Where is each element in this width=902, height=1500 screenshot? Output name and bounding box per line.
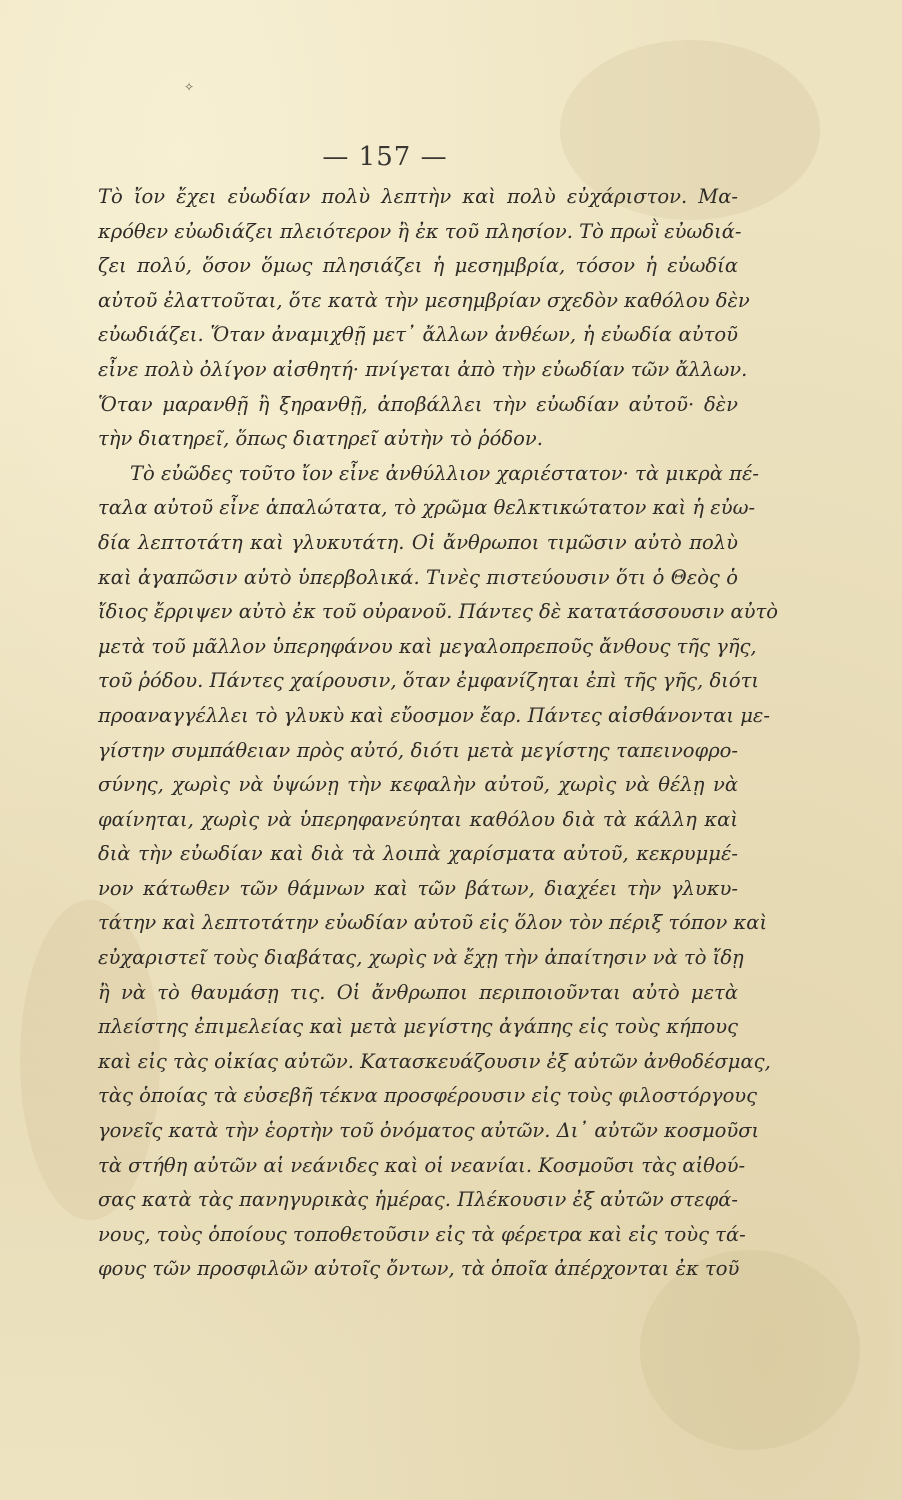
text-line: σύνης, χωρὶς νὰ ὑψώνῃ τὴν κεφαλὴν αὐτοῦ, χωρὶς νὰ θέλῃ νὰ <box>98 773 738 797</box>
text-line: πλείστης ἐπιμελείας καὶ μετὰ μεγίστης ἀγάπης εἰς τοὺς κήπους <box>98 1015 738 1039</box>
text-line: ταλα αὐτοῦ εἶνε ἁπαλώτατα, τὸ χρῶμα θελκτικώτατον καὶ ἡ εὐω- <box>98 496 756 520</box>
text-line: νον κάτωθεν τῶν θάμνων καὶ τῶν βάτων, διαχέει τὴν γλυκυ- <box>98 876 738 900</box>
text-line: φαίνηται, χωρὶς νὰ ὑπερηφανεύηται καθόλου διὰ τὰ κάλλη καὶ <box>98 807 738 831</box>
ink-speck: ✧ <box>184 80 195 94</box>
text-line: νους, τοὺς ὁποίους τοποθετοῦσιν εἰς τὰ φέρετρα καὶ εἰς τοὺς τά- <box>98 1222 746 1246</box>
page-number: — 157 — <box>322 142 448 172</box>
text-line: ἢ νὰ τὸ θαυμάσῃ τις. Οἱ ἄνθρωποι περιποιοῦνται αὐτὸ μετὰ <box>98 980 738 1004</box>
text-line: Ὅταν μαρανθῇ ἢ ξηρανθῇ, ἀποβάλλει τὴν εὐωδίαν αὐτοῦ· δὲν <box>98 392 738 416</box>
text-line: εὐχαριστεῖ τοὺς διαβάτας, χωρὶς νὰ ἔχῃ τὴν ἀπαίτησιν νὰ τὸ ἴδῃ <box>98 946 744 970</box>
text-line: δία λεπτοτάτη καὶ γλυκυτάτη. Οἱ ἄνθρωποι τιμῶσιν αὐτὸ πολὺ <box>98 530 738 554</box>
text-line: καὶ εἰς τὰς οἰκίας αὐτῶν. Κατασκευάζουσιν ἐξ αὐτῶν ἀνθοδέσμας, <box>98 1049 771 1073</box>
body-text <box>98 180 779 1287</box>
text-line: σας κατὰ τὰς πανηγυρικὰς ἡμέρας. Πλέκουσιν ἐξ αὐτῶν στεφά- <box>98 1188 738 1212</box>
text-line: ἴδιος ἔρριψεν αὐτὸ ἐκ τοῦ οὐρανοῦ. Πάντες δὲ κατατάσσουσιν αὐτὸ <box>98 600 779 624</box>
text-line: φους τῶν προσφιλῶν αὐτοῖς ὄντων, τὰ ὁποῖα ἀπέρχονται ἐκ τοῦ <box>98 1257 740 1281</box>
text-line: μετὰ τοῦ μᾶλλον ὑπερηφάνου καὶ μεγαλοπρεποῦς ἄνθους τῆς γῆς, <box>98 634 757 658</box>
text-line: εἶνε πολὺ ὀλίγον αἰσθητή· πνίγεται ἀπὸ τὴν εὐωδίαν τῶν ἄλλων. <box>98 357 748 381</box>
text-line: γονεῖς κατὰ τὴν ἑορτὴν τοῦ ὀνόματος αὐτῶν. Δι᾽ αὐτῶν κοσμοῦσι <box>98 1119 760 1143</box>
text-line: αὐτοῦ ἐλαττοῦται, ὅτε κατὰ τὴν μεσημβρίαν σχεδὸν καθόλου δὲν <box>98 288 750 312</box>
text-line: γίστην συμπάθειαν πρὸς αὐτό, διότι μετὰ μεγίστης ταπεινοφρο- <box>98 738 738 762</box>
text-line: διὰ τὴν εὐωδίαν καὶ διὰ τὰ λοιπὰ χαρίσματα αὐτοῦ, κεκρυμμέ- <box>98 842 738 866</box>
text-line: τοῦ ῥόδου. Πάντες χαίρουσιν, ὅταν ἐμφανίζηται ἐπὶ τῆς γῆς, διότι <box>98 669 760 693</box>
text-line: τὰς ὁποίας τὰ εὐσεβῆ τέκνα προσφέρουσιν εἰς τοὺς φιλοστόργους <box>98 1084 758 1108</box>
text-line: εὐωδιάζει. Ὅταν ἀναμιχθῇ μετ᾽ ἄλλων ἀνθέων, ἡ εὐωδία αὐτοῦ <box>98 323 738 347</box>
text-line: τάτην καὶ λεπτοτάτην εὐωδίαν αὐτοῦ εἰς ὅλον τὸν πέριξ τόπον καὶ <box>98 911 768 935</box>
text-line: τὰ στήθη αὐτῶν αἱ νεάνιδες καὶ οἱ νεανίαι. Κοσμοῦσι τὰς αἰθού- <box>98 1153 746 1177</box>
text-line: κρόθεν εὐωδιάζει πλειότερον ἢ ἐκ τοῦ πλησίον. Τὸ πρωῒ εὐωδιά- <box>98 219 742 243</box>
text-line: καὶ ἀγαπῶσιν αὐτὸ ὑπερβολικά. Τινὲς πιστεύουσιν ὅτι ὁ Θεὸς ὁ <box>98 565 738 589</box>
text-line: ζει πολύ, ὅσον ὅμως πλησιάζει ἡ μεσημβρία, τόσον ἡ εὐωδία <box>98 254 738 278</box>
text-line: Τὸ ἴον ἔχει εὐωδίαν πολὺ λεπτὴν καὶ πολὺ εὐχάριστον. Μα- <box>98 185 738 208</box>
text-line: τὴν διατηρεῖ, ὅπως διατηρεῖ αὐτὴν τὸ ῥόδον. <box>98 427 543 451</box>
text-line: προαναγγέλλει τὸ γλυκὺ καὶ εὔοσμον ἔαρ. Πάντες αἰσθάνονται με- <box>98 703 770 727</box>
text-line: Τὸ εὐῶδες τοῦτο ἴον εἶνε ἀνθύλλιον χαριέστατον· τὰ μικρὰ πέ- <box>130 461 759 485</box>
